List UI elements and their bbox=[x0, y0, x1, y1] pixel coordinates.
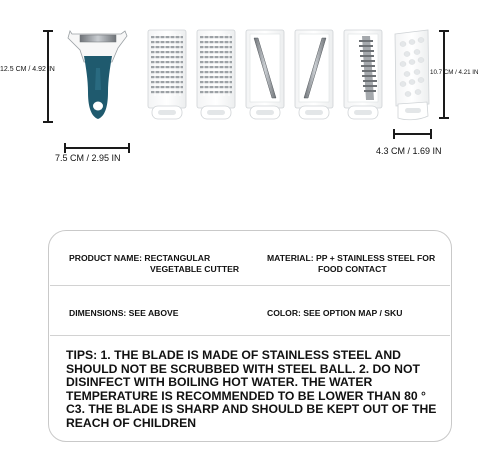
spec-divider-2 bbox=[50, 335, 450, 336]
grater-plate-image bbox=[395, 30, 429, 120]
julienne-blade-1-image bbox=[148, 30, 186, 119]
blade-height-cap-top bbox=[439, 30, 449, 32]
crinkle-blade-image bbox=[344, 30, 382, 119]
blade-height-label: 10.7 CM / 4.21 IN bbox=[430, 69, 479, 76]
peeler-height-cap-bottom bbox=[43, 121, 53, 123]
peeler-height-label: 12.5 CM / 4.92 IN bbox=[0, 66, 55, 73]
material-label: MATERIAL: PP + STAINLESS STEEL FOR bbox=[267, 253, 436, 263]
peeler-width-cap-left bbox=[64, 143, 66, 153]
peeler-height-line bbox=[47, 30, 49, 122]
peeler-image bbox=[68, 31, 127, 119]
product-name-label: PRODUCT NAME: RECTANGULAR bbox=[69, 253, 211, 263]
product-illustration bbox=[0, 0, 500, 150]
slicer-blade-1-image bbox=[246, 30, 284, 119]
blade-width-cap-left bbox=[393, 129, 395, 139]
peeler-height-cap-top bbox=[43, 30, 53, 32]
blade-width-line bbox=[393, 133, 431, 135]
product-name-value: VEGETABLE CUTTER bbox=[150, 264, 240, 274]
tips-text: TIPS: 1. THE BLADE IS MADE OF STAINLESS STEEL AND SHOULD NOT BE SCRUBBED WITH STEEL BALL. 2. DO NOT DISINFECT WITH BOILING HOT WATER. THE WATER TEMPERATURE IS RECOMMENDED TO BE LOWER THAN 80 ° C3. THE BLADE IS SHARP AND SHOULD BE KEPT OUT OF THE REACH OF CHILDREN bbox=[66, 348, 437, 430]
material-value: FOOD CONTACT bbox=[318, 264, 387, 274]
peeler-width-label: 7.5 CM / 2.95 IN bbox=[55, 153, 121, 163]
blade-width-label: 4.3 CM / 1.69 IN bbox=[376, 146, 442, 156]
dimensions-spec: DIMENSIONS: SEE ABOVE bbox=[69, 308, 179, 318]
blade-height-cap-bottom bbox=[439, 117, 449, 119]
color-spec: COLOR: SEE OPTION MAP / SKU bbox=[267, 308, 403, 318]
julienne-blade-2-image bbox=[197, 30, 235, 119]
blade-width-cap-right bbox=[430, 129, 432, 139]
peeler-width-line bbox=[64, 147, 130, 149]
slicer-blade-2-image bbox=[295, 30, 333, 119]
spec-divider-1 bbox=[50, 285, 450, 286]
peeler-width-cap-right bbox=[128, 143, 130, 153]
